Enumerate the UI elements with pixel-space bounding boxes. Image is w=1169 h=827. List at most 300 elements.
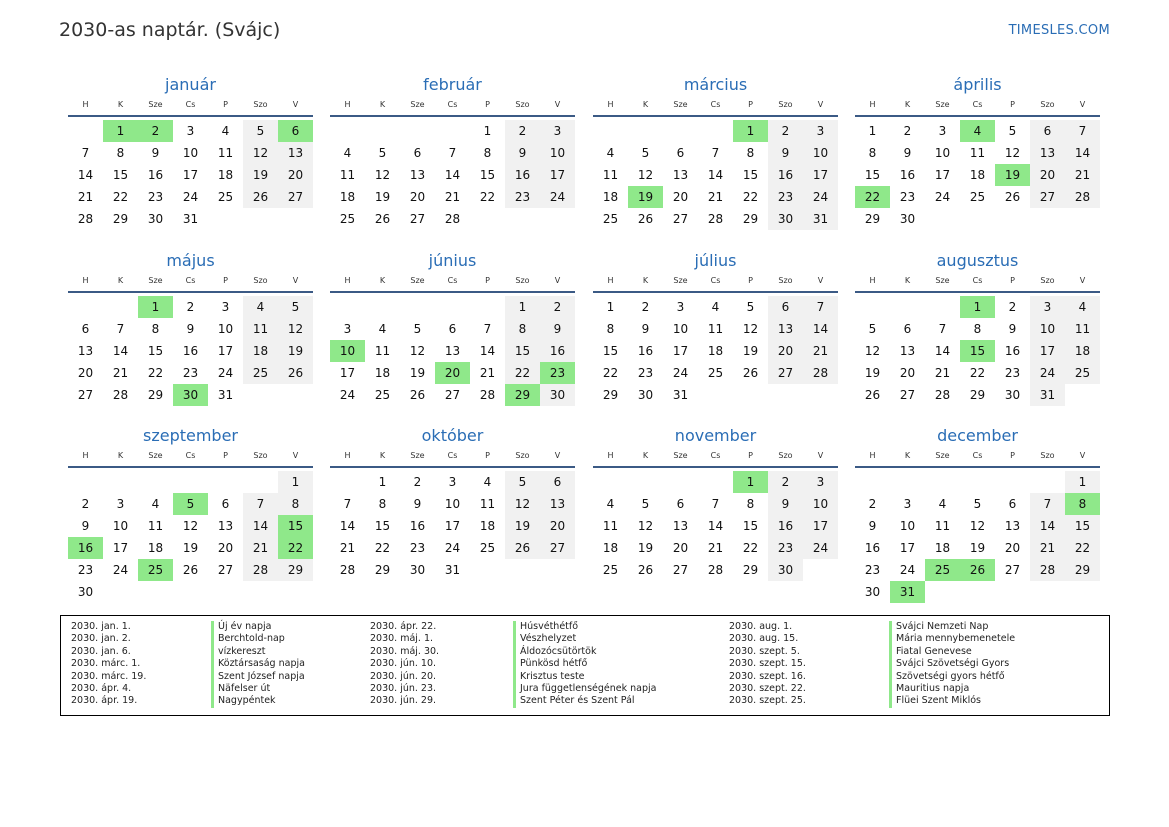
empty-cell [698, 471, 733, 493]
calendar-day: 18 [374, 366, 391, 380]
calendar-day: 28 [803, 362, 838, 384]
calendar-day: 22 [602, 366, 619, 380]
calendar-day: 6 [768, 296, 803, 318]
weekday-label: H [82, 100, 89, 109]
calendar-day: 7 [243, 493, 278, 515]
legend-date: 2030. szept. 25. [729, 695, 806, 707]
holiday-day: 26 [960, 559, 995, 581]
calendar-day: 9 [768, 142, 803, 164]
calendar-day: 9 [540, 318, 575, 340]
calendar-day: 16 [1004, 344, 1021, 358]
weekday-label: K [642, 276, 649, 285]
weekday-label: Szo [253, 276, 268, 285]
legend-holiday-name: Szövetségi gyors hétfő [889, 671, 1005, 683]
weekday-label: H [607, 100, 614, 109]
legend-date: 2030. aug. 15. [729, 633, 799, 645]
calendar-day: 11 [934, 519, 951, 533]
legend-date: 2030. jan. 6. [71, 645, 131, 657]
calendar-day: 28 [707, 212, 724, 226]
calendar-day: 7 [116, 322, 125, 336]
calendar-day: 18 [934, 541, 951, 555]
calendar-day: 31 [672, 388, 689, 402]
weekday-label: H [344, 451, 351, 460]
calendar-day: 18 [969, 168, 986, 182]
calendar-day: 8 [505, 318, 540, 340]
weekday-label: H [869, 451, 876, 460]
calendar-day: 10 [217, 322, 234, 336]
calendar-day: 3 [803, 120, 838, 142]
weekday-label: Szo [1040, 276, 1055, 285]
calendar-day: 17 [1030, 340, 1065, 362]
calendar-day: 7 [483, 322, 492, 336]
calendar-day: 14 [934, 344, 951, 358]
calendar-day: 30 [864, 585, 881, 599]
calendar-day: 12 [1004, 146, 1021, 160]
month-name: március [683, 75, 748, 94]
calendar-day: 23 [147, 190, 164, 204]
calendar-day: 2 [540, 296, 575, 318]
weekday-label: H [607, 276, 614, 285]
calendar-day: 11 [602, 168, 619, 182]
empty-cell [330, 296, 365, 318]
holiday-legend [60, 615, 1110, 716]
legend-date: 2030. szept. 22. [729, 683, 806, 694]
empty-cell [68, 296, 103, 318]
calendar-day: 25 [602, 563, 619, 577]
calendar-day: 11 [479, 497, 496, 511]
days-grid [330, 120, 575, 230]
legend-date: 2030. jún. 29. [370, 695, 437, 707]
calendar-day: 5 [1008, 124, 1017, 138]
month-calendar [330, 250, 575, 406]
weekday-label: Cs [972, 100, 983, 109]
legend-date: 2030. jan. 2. [71, 633, 131, 645]
calendar-day: 14 [444, 168, 461, 182]
empty-cell [365, 296, 400, 318]
empty-cell [330, 471, 365, 493]
empty-cell [855, 296, 890, 318]
empty-cell [960, 471, 995, 493]
calendar-day: 27 [444, 388, 461, 402]
calendar-day: 11 [602, 519, 619, 533]
legend-holiday-name: Vészhelyzet [513, 633, 576, 645]
calendar-day: 18 [479, 519, 496, 533]
weekday-label: Cs [447, 276, 458, 285]
empty-cell [470, 296, 505, 318]
legend-date: 2030. szept. 16. [729, 670, 806, 682]
site-link[interactable]: TIMESLES.COM [1008, 23, 1110, 38]
empty-cell [890, 296, 925, 318]
calendar-day: 15 [742, 519, 759, 533]
calendar-day: 24 [540, 186, 575, 208]
weekday-header [855, 274, 1100, 293]
weekday-label: V [554, 100, 561, 109]
empty-cell [925, 296, 960, 318]
weekday-label: K [117, 100, 124, 109]
calendar-day: 29 [602, 388, 619, 402]
calendar-day: 12 [243, 142, 278, 164]
calendar-day: 9 [768, 493, 803, 515]
weekday-label: Cs [185, 451, 196, 460]
calendar-day: 6 [676, 146, 685, 160]
calendar-day: 3 [676, 300, 685, 314]
weekday-label: Cs [972, 451, 983, 460]
calendar-day: 19 [409, 366, 426, 380]
month-name: augusztus [936, 251, 1019, 270]
weekday-label: Sze [410, 451, 425, 460]
calendar-day: 17 [803, 164, 838, 186]
calendar-day: 28 [707, 563, 724, 577]
calendar-day: 3 [540, 120, 575, 142]
month-name: szeptember [142, 426, 238, 445]
calendar-day: 11 [217, 146, 234, 160]
empty-cell [593, 471, 628, 493]
holiday-day: 22 [855, 186, 890, 208]
holiday-day: 10 [330, 340, 365, 362]
weekday-label: Cs [447, 100, 458, 109]
calendar-day: 19 [505, 515, 540, 537]
calendar-day: 12 [864, 344, 881, 358]
calendar-day: 30 [637, 388, 654, 402]
calendar-day: 17 [339, 366, 356, 380]
calendar-day: 30 [147, 212, 164, 226]
weekday-label: K [904, 276, 911, 285]
calendar-day: 17 [112, 541, 129, 555]
weekday-header [68, 98, 313, 117]
calendar-day: 2 [768, 120, 803, 142]
holiday-day: 30 [173, 384, 208, 406]
calendar-day: 17 [182, 168, 199, 182]
calendar-day: 21 [1030, 537, 1065, 559]
weekday-header [855, 98, 1100, 117]
calendar-day: 15 [374, 519, 391, 533]
holiday-day: 1 [960, 296, 995, 318]
calendar-day: 3 [803, 471, 838, 493]
weekday-label: K [904, 100, 911, 109]
calendar-day: 26 [864, 388, 881, 402]
calendar-day: 8 [151, 322, 160, 336]
calendar-day: 21 [707, 541, 724, 555]
legend-holiday-name: Új év napja [211, 621, 271, 633]
month-calendar [330, 74, 575, 230]
weekday-label: H [869, 100, 876, 109]
weekday-label: Sze [673, 451, 688, 460]
calendar-day: 23 [768, 186, 803, 208]
empty-cell [1030, 471, 1065, 493]
calendar-day: 18 [602, 541, 619, 555]
month-name: május [166, 251, 215, 270]
calendar-day: 10 [182, 146, 199, 160]
calendar-day: 30 [1004, 388, 1021, 402]
empty-cell [68, 471, 103, 493]
weekday-label: V [1079, 451, 1086, 460]
month-calendar [593, 425, 838, 581]
calendar-day: 22 [147, 366, 164, 380]
calendar-day: 14 [339, 519, 356, 533]
calendar-day: 5 [243, 120, 278, 142]
empty-cell [103, 471, 138, 493]
calendar-day: 19 [243, 164, 278, 186]
calendar-day: 17 [672, 344, 689, 358]
empty-cell [593, 120, 628, 142]
weekday-label: V [292, 276, 299, 285]
empty-cell [628, 120, 663, 142]
calendar-day: 21 [1065, 164, 1100, 186]
legend-holiday-name: Húsvéthétfő [513, 621, 578, 633]
calendar-day: 30 [768, 559, 803, 581]
calendar-day: 4 [606, 146, 615, 160]
calendar-day: 27 [77, 388, 94, 402]
calendar-day: 17 [444, 519, 461, 533]
calendar-day: 23 [1004, 366, 1021, 380]
calendar-day: 14 [707, 519, 724, 533]
calendar-day: 27 [672, 212, 689, 226]
calendar-day: 26 [505, 537, 540, 559]
calendar-day: 20 [77, 366, 94, 380]
calendar-day: 19 [374, 190, 391, 204]
weekday-label: K [642, 100, 649, 109]
calendar-day: 4 [343, 146, 352, 160]
calendar-day: 28 [77, 212, 94, 226]
calendar-day: 25 [1065, 362, 1100, 384]
month-calendar [855, 425, 1100, 603]
weekday-label: V [292, 100, 299, 109]
empty-cell [663, 120, 698, 142]
calendar-day: 23 [77, 563, 94, 577]
calendar-day: 12 [278, 318, 313, 340]
calendar-day: 13 [540, 493, 575, 515]
weekday-label: Szo [778, 100, 793, 109]
calendar-day: 5 [641, 146, 650, 160]
calendar-day: 5 [378, 146, 387, 160]
calendar-day: 3 [938, 124, 947, 138]
weekday-label: Cs [710, 100, 721, 109]
calendar-day: 27 [409, 212, 426, 226]
weekday-label: Sze [935, 276, 950, 285]
weekday-label: P [485, 100, 490, 109]
weekday-label: Sze [148, 451, 163, 460]
calendar-day: 28 [444, 212, 461, 226]
calendar-day: 23 [899, 190, 916, 204]
month-calendar [68, 425, 313, 603]
days-grid [68, 120, 313, 230]
calendar-day: 7 [343, 497, 352, 511]
weekday-label: Szo [515, 451, 530, 460]
calendar-day: 6 [221, 497, 230, 511]
holiday-day: 1 [103, 120, 138, 142]
page-title: 2030-as naptár. (Svájc) [59, 19, 281, 41]
holiday-day: 1 [733, 471, 768, 493]
calendar-day: 8 [746, 497, 755, 511]
holiday-day: 8 [1065, 493, 1100, 515]
calendar-day: 2 [81, 497, 90, 511]
calendar-day: 29 [112, 212, 129, 226]
holiday-day: 15 [960, 340, 995, 362]
legend-holiday-name: Flüei Szent Miklós [889, 695, 981, 707]
calendar-day: 7 [1030, 493, 1065, 515]
calendar-day: 18 [1065, 340, 1100, 362]
calendar-day: 3 [1030, 296, 1065, 318]
calendar-day: 14 [707, 168, 724, 182]
calendar-day: 13 [409, 168, 426, 182]
calendar-day: 25 [707, 366, 724, 380]
legend-date: 2030. ápr. 19. [71, 695, 138, 707]
empty-cell [995, 471, 1030, 493]
calendar-day: 16 [147, 168, 164, 182]
calendar-day: 29 [969, 388, 986, 402]
calendar-day: 28 [479, 388, 496, 402]
empty-cell [698, 120, 733, 142]
legend-date: 2030. jan. 1. [71, 621, 131, 632]
days-grid [855, 120, 1100, 230]
calendar-day: 19 [864, 366, 881, 380]
weekday-label: H [82, 451, 89, 460]
calendar-day: 6 [81, 322, 90, 336]
calendar-day: 31 [444, 563, 461, 577]
days-grid [68, 296, 313, 406]
days-grid [330, 296, 575, 406]
calendar-day: 17 [934, 168, 951, 182]
calendar-day: 20 [1004, 541, 1021, 555]
month-name: január [165, 75, 216, 94]
month-name: november [674, 426, 757, 445]
weekday-label: V [817, 100, 824, 109]
holiday-day: 2 [138, 120, 173, 142]
weekday-label: V [554, 451, 561, 460]
holiday-day: 1 [138, 296, 173, 318]
calendar-day: 20 [672, 190, 689, 204]
weekday-label: P [485, 451, 490, 460]
calendar-day: 10 [540, 142, 575, 164]
calendar-day: 27 [899, 388, 916, 402]
calendar-day: 6 [1008, 497, 1017, 511]
days-grid [330, 471, 575, 581]
calendar-day: 8 [278, 493, 313, 515]
calendar-day: 7 [711, 497, 720, 511]
calendar-day: 21 [479, 366, 496, 380]
calendar-day: 23 [637, 366, 654, 380]
legend-holiday-name: Szent Péter és Szent Pál [513, 695, 635, 707]
empty-cell [103, 296, 138, 318]
calendar-day: 26 [742, 366, 759, 380]
calendar-day: 4 [711, 300, 720, 314]
calendar-day: 25 [217, 190, 234, 204]
calendar-day: 2 [641, 300, 650, 314]
calendar-day: 12 [505, 493, 540, 515]
calendar-day: 16 [182, 344, 199, 358]
calendar-day: 13 [672, 519, 689, 533]
weekday-label: P [1010, 451, 1015, 460]
holiday-day: 19 [995, 164, 1030, 186]
weekday-header [593, 449, 838, 468]
calendar-day: 25 [243, 362, 278, 384]
calendar-day: 25 [339, 212, 356, 226]
weekday-label: P [223, 276, 228, 285]
empty-cell [435, 120, 470, 142]
calendar-day: 23 [768, 537, 803, 559]
calendar-day: 15 [147, 344, 164, 358]
calendar-day: 15 [479, 168, 496, 182]
calendar-day: 5 [973, 497, 982, 511]
calendar-day: 5 [505, 471, 540, 493]
calendar-day: 22 [112, 190, 129, 204]
calendar-day: 31 [803, 208, 838, 230]
weekday-label: H [607, 451, 614, 460]
calendar-day: 11 [243, 318, 278, 340]
calendar-day: 10 [803, 493, 838, 515]
weekday-label: Cs [710, 451, 721, 460]
calendar-day: 15 [505, 340, 540, 362]
calendar-day: 21 [707, 190, 724, 204]
calendar-day: 24 [217, 366, 234, 380]
calendar-day: 14 [803, 318, 838, 340]
calendar-day: 27 [278, 186, 313, 208]
empty-cell [925, 471, 960, 493]
calendar-day: 18 [339, 190, 356, 204]
calendar-day: 4 [221, 124, 230, 138]
weekday-label: Sze [148, 100, 163, 109]
calendar-day: 12 [182, 519, 199, 533]
holiday-day: 23 [540, 362, 575, 384]
calendar-day: 12 [969, 519, 986, 533]
calendar-day: 8 [746, 146, 755, 160]
calendar-day: 21 [243, 537, 278, 559]
weekday-label: K [904, 451, 911, 460]
legend-holiday-name: Köztársaság napja [211, 658, 305, 670]
calendar-day: 12 [637, 519, 654, 533]
calendar-day: 24 [899, 563, 916, 577]
weekday-label: H [869, 276, 876, 285]
calendar-day: 20 [1030, 164, 1065, 186]
calendar-day: 28 [112, 388, 129, 402]
month-name: február [423, 75, 482, 94]
month-calendar [855, 250, 1100, 406]
weekday-label: P [1010, 276, 1015, 285]
legend-holiday-name: Fiatal Genevese [889, 646, 972, 658]
calendar-day: 20 [540, 515, 575, 537]
legend-holiday-name: Nagypéntek [211, 695, 276, 707]
calendar-day: 1 [378, 475, 387, 489]
calendar-day: 21 [934, 366, 951, 380]
calendar-day: 9 [641, 322, 650, 336]
calendar-day: 14 [1065, 142, 1100, 164]
calendar-day: 31 [182, 212, 199, 226]
calendar-day: 8 [378, 497, 387, 511]
weekday-header [68, 449, 313, 468]
calendar-day: 3 [448, 475, 457, 489]
calendar-day: 25 [479, 541, 496, 555]
holiday-day: 20 [435, 362, 470, 384]
calendar-day: 3 [116, 497, 125, 511]
calendar-day: 10 [112, 519, 129, 533]
calendar-day: 26 [637, 563, 654, 577]
calendar-day: 23 [864, 563, 881, 577]
calendar-day: 28 [1065, 186, 1100, 208]
calendar-day: 6 [676, 497, 685, 511]
calendar-day: 26 [1004, 190, 1021, 204]
calendar-day: 2 [505, 120, 540, 142]
calendar-day: 10 [934, 146, 951, 160]
weekday-label: Cs [972, 276, 983, 285]
holiday-day: 6 [278, 120, 313, 142]
calendar-day: 15 [1065, 515, 1100, 537]
calendar-day: 29 [374, 563, 391, 577]
calendar-day: 29 [742, 563, 759, 577]
weekday-label: P [748, 100, 753, 109]
calendar-day: 21 [112, 366, 129, 380]
weekday-label: V [554, 276, 561, 285]
calendar-day: 22 [742, 190, 759, 204]
